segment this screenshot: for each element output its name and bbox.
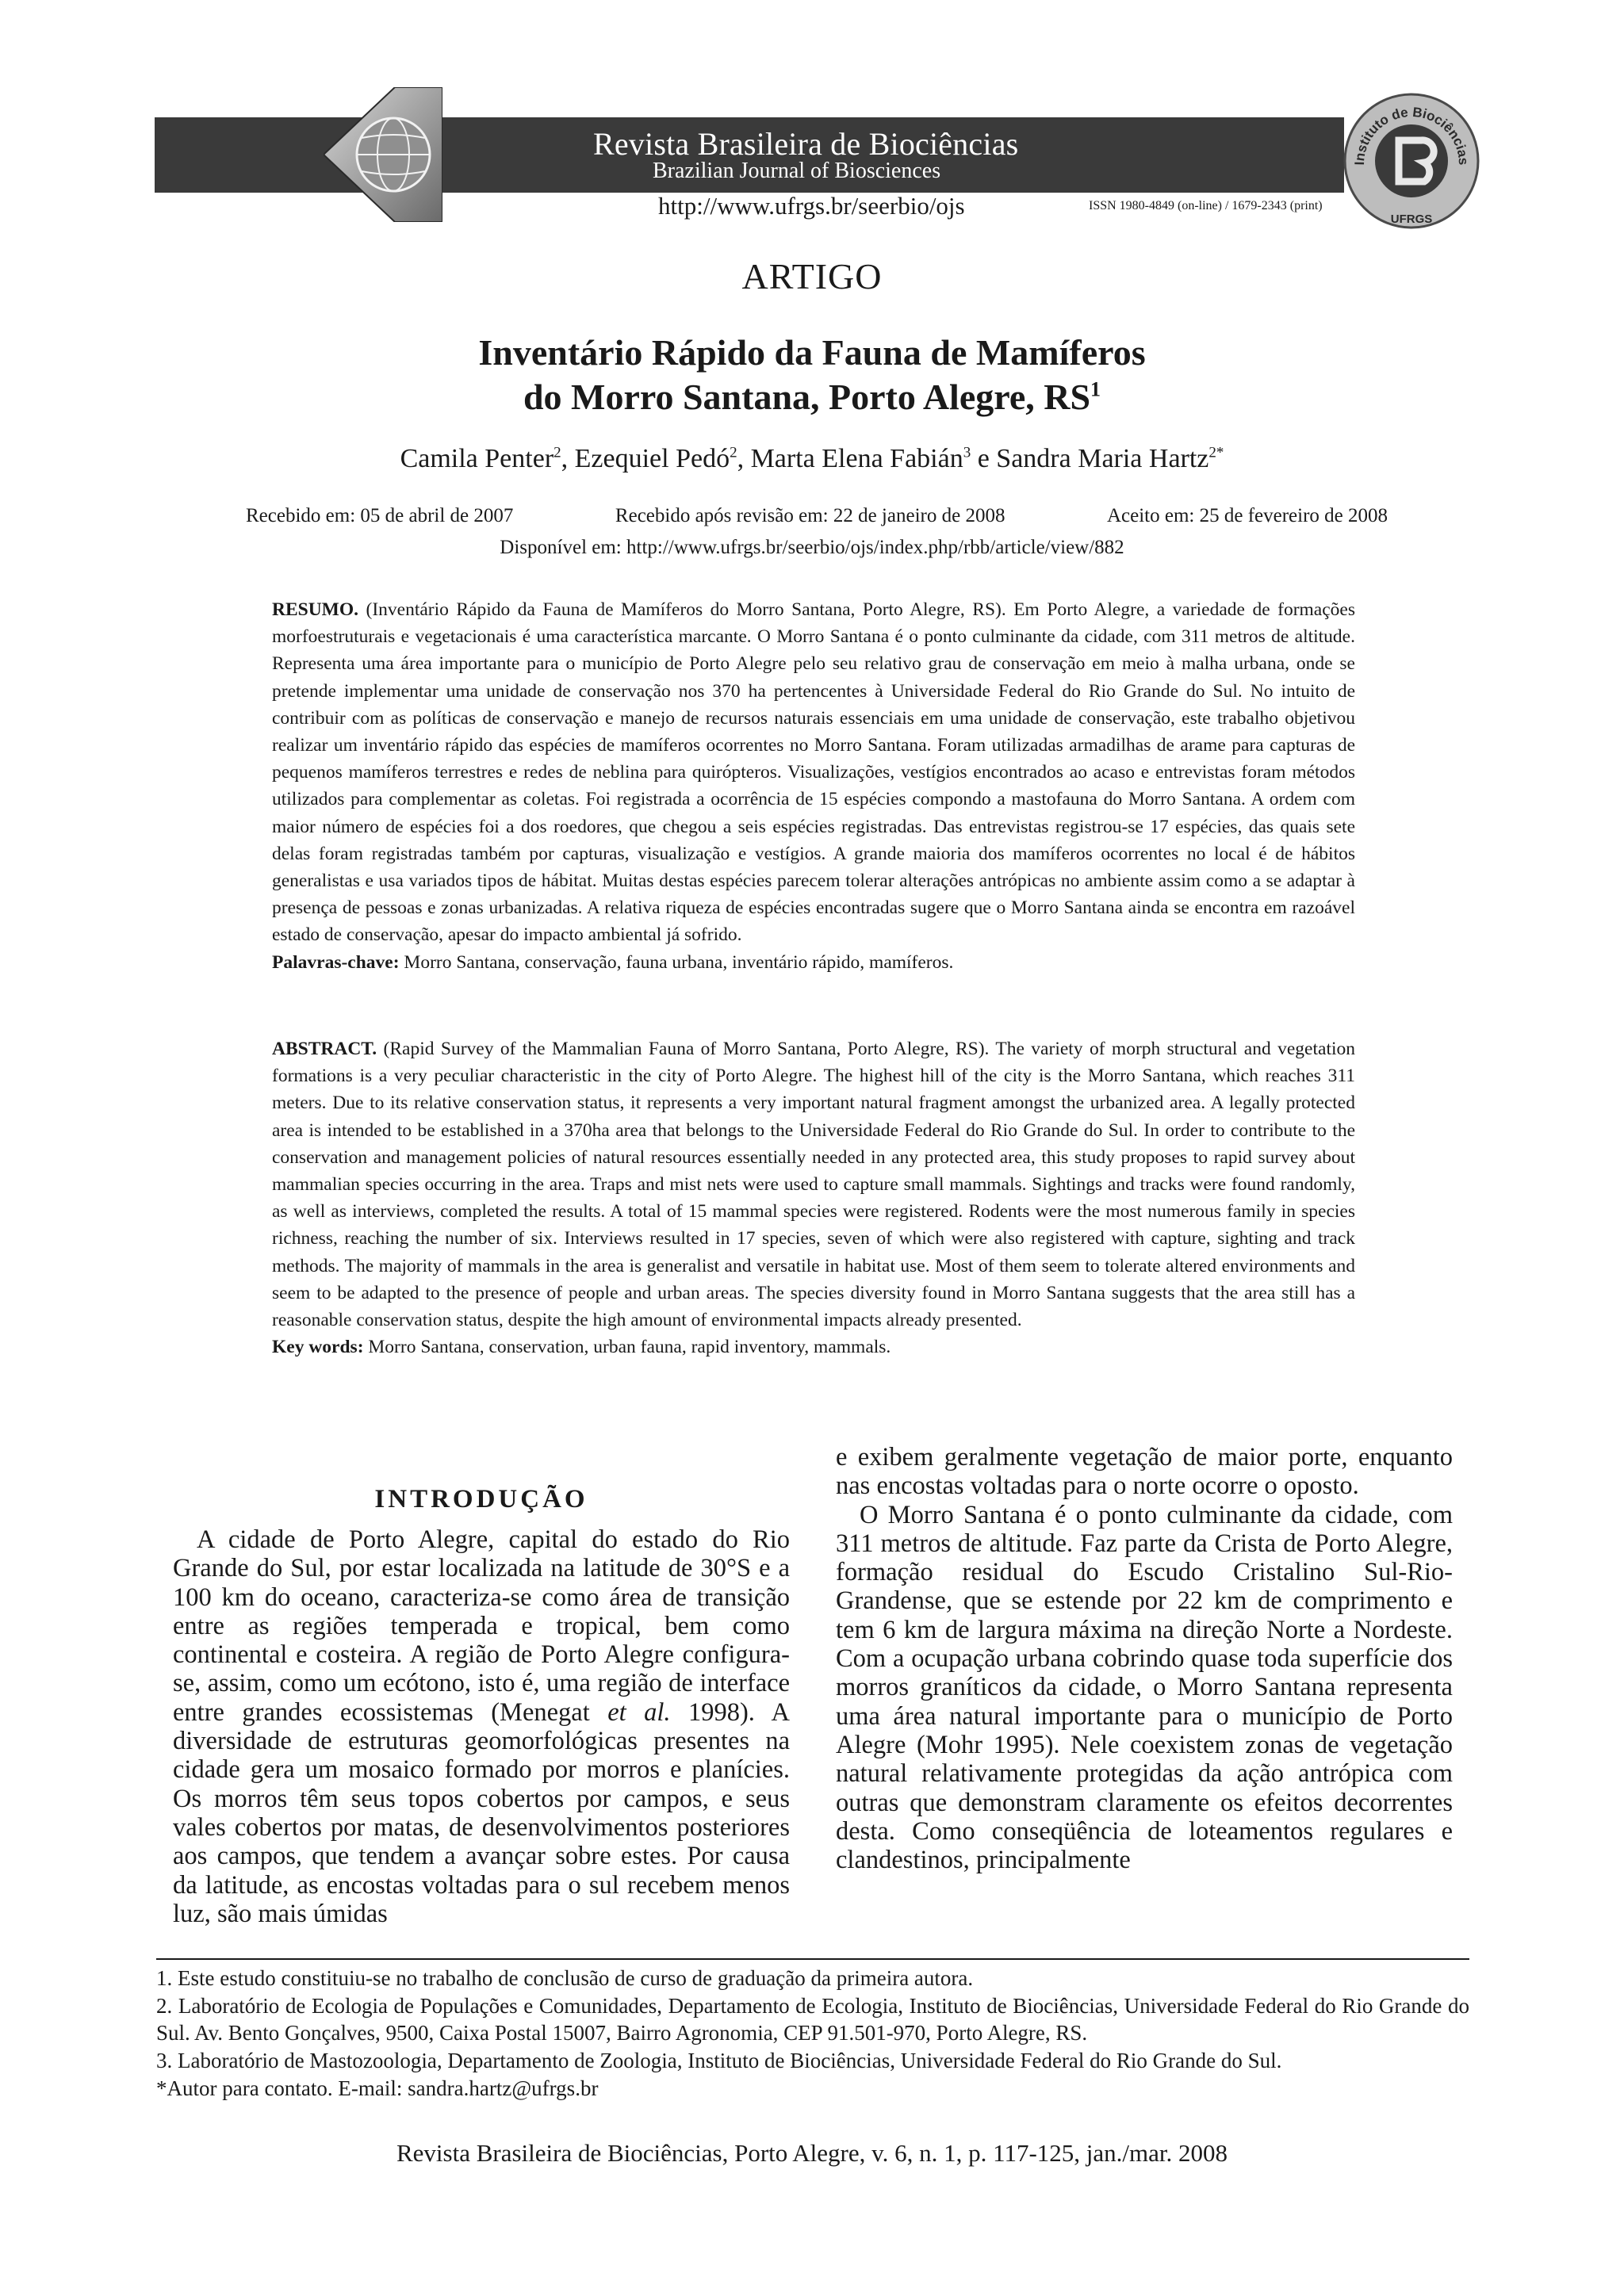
journal-subtitle: Brazilian Journal of Biosciences xyxy=(653,159,941,183)
author-list: Camila Penter$^2$, Ezequiel Pedó$^2$, Marta Elena Fabián$^3$ e Sandra Maria Hartz$^{2*}$ xyxy=(400,444,1224,473)
introduction-heading: INTRODUÇÃO xyxy=(374,1485,588,1513)
abstract-label: ABSTRACT. xyxy=(272,1039,377,1059)
body-paragraph: e exibem geralmente vegetação de maior porte, enquanto nas encostas voltadas para o norte ocorre o oposto. xyxy=(836,1443,1453,1501)
revised-date: Recebido após revisão em: 22 de janeiro de 2008 xyxy=(615,505,1005,526)
journal-globe-logo xyxy=(324,87,442,222)
footnotes xyxy=(156,1965,1469,2103)
author-affiliation-mark: 2 xyxy=(730,444,737,461)
keywords-pt-label: Palavras-chave: xyxy=(272,951,400,973)
title-footnote-mark: 1 xyxy=(1090,377,1101,401)
author-name: Ezequiel Pedó xyxy=(574,444,730,473)
journal-url-link[interactable]: http://www.ufrgs.br/seerbio/ojs xyxy=(658,192,965,220)
resumo-label: RESUMO. xyxy=(272,599,359,620)
keywords-pt: Morro Santana, conservação, fauna urbana, inventário rápido, mamíferos. xyxy=(404,951,954,973)
footnote: *Autor para contato. E-mail: sandra.hartz@ufrgs.br xyxy=(156,2076,599,2100)
abstract-text: (Rapid Survey of the Mammalian Fauna of Morro Santana, Porto Alegre, RS). The variety of morph structural and vegetation formations is a very peculiar characteristic in the city of Porto Alegre. The highest hill of the city is the Morro Santana, which reaches 311 meters. Due to its relative conservation status, it represents a very important natural fragment amongst the urbanized area. A legally protected area is intended to be established in a 370ha area that belongs to the Universidade Federal do Rio Grande do Sul. In order to contribute to the conservation and management policies of natural resources essentially needed in any protected area, this study proposes to rapid survey about mammalian species occurring in the area. Traps and mist nets were used to capture small mammals. Sightings and tracks were found randomly, as well as interviews, completed the results. A total of 15 mammal species were registered. Rodents were the most numerous family in species richness, reaching the number of six. Interviews resulted in 17 species, seven of which were also registered with capture, sighting and track methods. The majority of mammals in the area is generalist and versatile in habitat use. Most of them seem to tolerate altered environments and seem to be adapted to the presence of people and urban areas. The species diversity found in Morro Santana suggests that the area still has a reasonable conservation status, despite the high amount of environmental impacts already presented. xyxy=(272,1039,1356,1331)
issn-label: ISSN 1980-4849 (on-line) / 1679-2343 (print) xyxy=(1089,199,1323,212)
keywords-en-label: Key words: xyxy=(272,1337,364,1358)
body-column-right xyxy=(836,1443,1453,1874)
available-at[interactable]: Disponível em: http://www.ufrgs.br/seerbio/ojs/index.php/rbb/article/view/882 xyxy=(500,537,1124,558)
citation-et-al: et al. xyxy=(607,1697,671,1727)
body-column-left xyxy=(173,1483,790,1928)
resumo-text: (Inventário Rápido da Fauna de Mamíferos do Morro Santana, Porto Alegre, RS). Em Porto Alegre, a variedade de formações morfoestruturais e vegetacionais é uma característica marcante. O Morro Santana é o ponto culminante da cidade, com 311 metros de altitude. Representa uma área importante para o município de Porto Alegre pelo seu relativo grau de conservação em meio à malha urbana, onde se pretende implementar uma unidade de conservação nos 370 ha pertencentes à Universidade Federal do Rio Grande do Sul. No intuito de contribuir com as políticas de conservação e manejo de recursos naturais essenciais em uma unidade de conservação, este trabalho objetivou realizar um inventário rápido das espécies de mamíferos ocorrentes no Morro Santana. Foram utilizadas armadilhas de arame para capturas de pequenos mamíferos terrestres e redes de neblina para quirópteros. Visualizações, vestígios encontrados ao acaso e entrevistas foram métodos utilizados para complementar as coletas. Foi registrada a ocorrência de 15 espécies compondo a mastofauna do Morro Santana. A ordem com maior número de espécies foi a dos roedores, que chegou a seis espécies registradas. Das entrevistas registrou-se 17 espécies, das quais sete delas foram registradas também por capturas, visualização e vestígios. A grande maioria dos mamíferos ocorrentes no local é de hábitos generalistas e usa variados tipos de hábitat. Muitas destas espécies parecem tolerar alterações antrópicas no ambiente assim como a se adaptar à presença de pessoas e zonas urbanizadas. A relativa riqueza de espécies encontradas sugere que o Morro Santana ainda se encontra em razoável estado de conservação, apesar do impacto ambiental já sofrido. xyxy=(272,599,1355,946)
institute-seal-logo xyxy=(1342,91,1480,230)
author-affiliation-mark: 3 xyxy=(963,444,971,461)
abstract-block xyxy=(272,1035,1355,1360)
accepted-date: Aceito em: 25 de fevereiro de 2008 xyxy=(1106,505,1388,526)
body-paragraph: O Morro Santana é o ponto culminante da cidade, com 311 metros de altitude. Faz parte da Crista de Porto Alegre, formação residual do Escudo Cristalino Sul-Rio-Grandense, que se estende por 22 km de comprimento e tem 6 km de largura máxima na direção Norte a Nordeste. Com a ocupação urbana cobrindo quase toda superfície dos morros graníticos da cidade, o Morro Santana representa uma área natural importante para o município de Porto Alegre (Mohr 1995). Nele coexistem zonas de vegetação natural relativamente protegidas da ação antrópica com outras que demonstram claramente os efeitos decorrentes desta. Como conseqüência de loteamentos regulares e clandestinos, principalmente xyxy=(836,1500,1453,1875)
article-dates xyxy=(246,505,1388,527)
seal-text: Instituto de Biociências xyxy=(1351,104,1472,166)
running-footer: Revista Brasileira de Biociências, Porto Alegre, v. 6, n. 1, p. 117-125, jan./mar. 2008 xyxy=(396,2139,1228,2167)
body-paragraph: A cidade de Porto Alegre, capital do estado do Rio Grande do Sul, por estar localizada na latitude de 30°S e a 100 km do oceano, caracteriza-se como área de transição entre as regiões temperada e tropical, bem como continental e costeira. A região de Porto Alegre configura-se, assim, como um ecótono, isto é, uma região de interface entre grandes ecossistemas (Menegat et al. 1998). A diversidade de estruturas geomorfológicas presentes na cidade gera um mosaico formado por morros e planícies. Os morros têm seus topos cobertos por campos, e seus vales cobertos por matas, de desenvolvimentos posteriores aos campos, que tendem a avançar sobre estes. Por causa da latitude, as encostas voltadas para o sul recebem menos luz, são mais úmidas xyxy=(173,1525,791,1928)
journal-title: Revista Brasileira de Biociências xyxy=(593,126,1019,162)
resumo-block xyxy=(272,596,1355,976)
seal-bottom-text: UFRGS xyxy=(1390,212,1433,226)
footnote: 1. Este estudo constituiu-se no trabalho de conclusão de curso de graduação da primeira autora. xyxy=(156,1966,974,1990)
author-affiliation-mark: 2* xyxy=(1208,444,1224,461)
article-title-line1: Inventário Rápido da Fauna de Mamíferos xyxy=(478,332,1146,373)
footnote: 3. Laboratório de Mastozoologia, Departamento de Zoologia, Instituto de Biociências, Universidade Federal do Rio Grande do Sul. xyxy=(156,2049,1282,2073)
author-name: Camila Penter xyxy=(400,444,554,473)
footnote: 2. Laboratório de Ecologia de Populações e Comunidades, Departamento de Ecologia, Instituto de Biociências, Universidade Federal do Rio Grande do Sul. Av. Bento Gonçalves, 9500, Caixa Postal 15007, Bairro Agronomia, CEP 91.501-970, Porto Alegre, RS. xyxy=(156,1993,1469,2045)
section-label: ARTIGO xyxy=(741,256,883,297)
keywords-en: Morro Santana, conservation, urban fauna, rapid inventory, mammals. xyxy=(368,1337,891,1358)
author-name: Sandra Maria Hartz xyxy=(996,444,1209,473)
received-date: Recebido em: 05 de abril de 2007 xyxy=(246,505,514,526)
footnote-divider xyxy=(156,1958,1469,1960)
author-affiliation-mark: 2 xyxy=(553,444,561,461)
article-title-line2: do Morro Santana, Porto Alegre, $RS^1$ xyxy=(523,377,1101,417)
author-name: Marta Elena Fabián xyxy=(750,444,963,473)
